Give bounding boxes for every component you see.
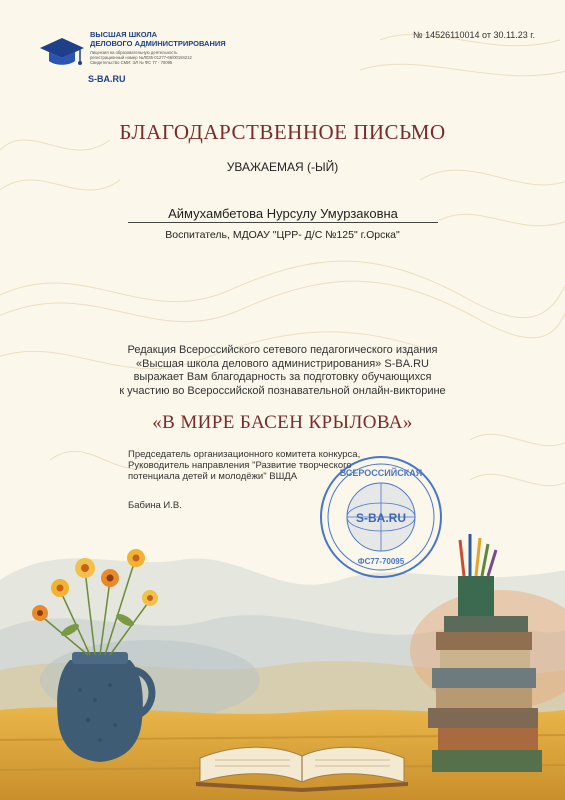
recipient-name: Аймухамбетова Нурсулу Умурзаковна — [128, 206, 438, 223]
page-title: БЛАГОДАРСТВЕННОЕ ПИСЬМО — [119, 120, 446, 144]
organization-logo — [40, 28, 240, 88]
body-line: выражает Вам благодарность за подготовку обучающихся — [133, 371, 432, 383]
recipient-position: Воспитатель, МДОАУ "ЦРР- Д/С №125" г.Орска" — [165, 229, 400, 241]
license-line: Лицензия на образовательную деятельность — [90, 50, 178, 55]
document-number: № 14526110014 от 30.11.23 г. — [412, 30, 535, 40]
organization-name — [90, 30, 226, 48]
signer-line: Председатель организационного комитета конкурса, — [128, 449, 361, 460]
organization-name-line: ДЕЛОВОГО АДМИНИСТРИРОВАНИЯ — [90, 39, 226, 48]
salutation: УВАЖАЕМАЯ (-ЫЙ) — [226, 160, 339, 174]
license-line: регистрационный номер №Л035-01277-66/00184212 — [90, 55, 192, 60]
stamp-outer-text: ВСЕРОССИЙСКАЯ — [339, 468, 423, 478]
signer-name: Бабина И.В. — [128, 500, 182, 511]
body-line: Редакция Всероссийского сетевого педагогического издания — [127, 344, 438, 356]
body-text — [0, 344, 565, 398]
organization-name-line: ВЫСШАЯ ШКОЛА — [90, 30, 158, 39]
body-line: к участию во Всероссийской познавательной онлайн-викторине — [119, 384, 446, 397]
stamp-center-text: S-BA.RU — [356, 511, 406, 525]
signer-line: Руководитель направления "Развитие творческого — [128, 460, 352, 471]
stamp-bottom-text: ФС77-70095 — [357, 557, 405, 566]
decorative-illustration — [0, 520, 565, 800]
signer-line: потенциала детей и молодёжи" ВШДА — [128, 471, 298, 482]
license-line: Свидетельство СМИ: ЭЛ № ФС 77 - 70095 — [90, 60, 173, 65]
license-info — [90, 50, 240, 65]
body-line: «Высшая школа делового администрирования» S-BA.RU — [136, 357, 429, 370]
official-stamp — [316, 452, 446, 582]
event-title: «В МИРЕ БАСЕН КРЫЛОВА» — [152, 412, 413, 433]
graduation-cap-icon — [40, 34, 84, 70]
site-name: S-BA.RU — [88, 74, 126, 84]
